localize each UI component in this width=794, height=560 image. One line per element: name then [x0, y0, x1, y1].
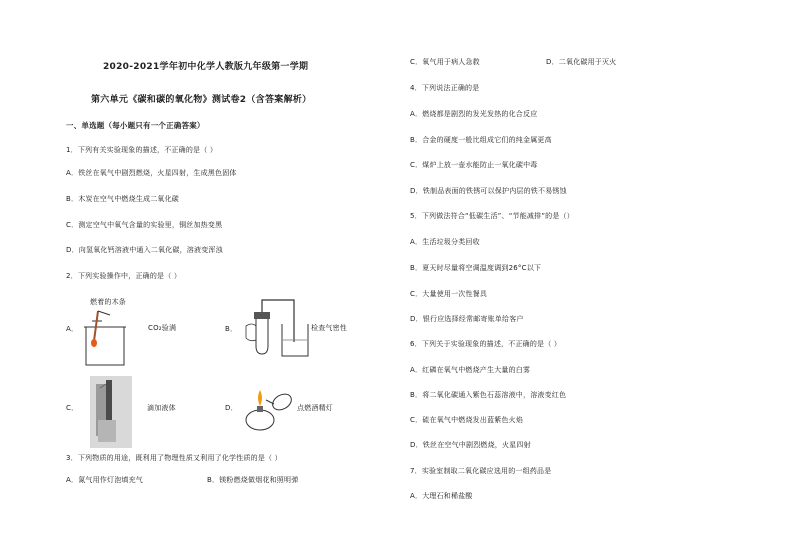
q6-option-c: C．硫在氧气中燃烧发出蓝紫色火焰 — [410, 416, 524, 424]
section-heading: 一、单选题（每小题只有一个正确答案） — [66, 121, 205, 130]
q3-option-c: C．氧气用于病人急救 — [410, 58, 480, 66]
q4-option-c: C．煤炉上放一壶水能防止一氧化碳中毒 — [410, 161, 538, 169]
dropper-photo-icon — [90, 376, 132, 448]
q2-fig-d-letter: D． — [225, 404, 238, 412]
q4-option-a: A．燃烧都是剧烈的发光发热的化合反应 — [410, 110, 538, 118]
q4-option-d: D．铁制品表面的铁锈可以保护内层的铁不易锈蚀 — [410, 187, 567, 195]
q2-stem: 2．下列实验操作中，正确的是（ ） — [66, 272, 182, 280]
alcohol-lamp-icon — [240, 376, 296, 432]
q2-fig-a-caption: 燃着的木条 — [90, 298, 126, 306]
q5-option-a: A．生活垃圾分类回收 — [410, 238, 480, 246]
q6-option-a: A．红磷在氧气中燃烧产生大量的白雾 — [410, 366, 531, 374]
q2-fig-a-label: CO₂验满 — [148, 324, 177, 332]
q6-option-d: D．铁丝在空气中剧烈燃烧，火星四射 — [410, 441, 531, 449]
q4-option-b: B．合金的硬度一般比组成它们的纯金属更高 — [410, 136, 552, 144]
q2-fig-b-letter: B． — [225, 325, 238, 333]
q4-stem: 4．下列说法正确的是 — [410, 84, 480, 92]
q3-stem: 3．下列物质的用途，既利用了物理性质又利用了化学性质的是（ ） — [66, 454, 282, 462]
q7-option-a: A．大理石和稀盐酸 — [410, 492, 473, 500]
q3-option-b: B．镁粉燃烧做烟花和照明弹 — [207, 476, 299, 484]
q5-option-c: C．大量使用一次性餐具 — [410, 290, 488, 298]
q5-option-b: B．夏天时尽量将空调温度调到26°C以下 — [410, 264, 542, 272]
q1-option-c: C．测定空气中氧气含量的实验里，铜丝加热变黑 — [66, 221, 223, 229]
title-line-2: 第六单元《碳和碳的氧化物》测试卷2（含答案解析） — [91, 95, 312, 105]
q1-stem: 1．下列有关实验现象的描述，不正确的是（ ） — [66, 146, 218, 154]
q7-stem: 7．实验室制取二氧化碳应选用的一组药品是 — [410, 467, 552, 475]
co2-check-apparatus-icon — [82, 309, 130, 367]
q5-option-d: D．银行应选择经常邮寄账单给客户 — [410, 315, 524, 323]
q1-option-a: A．铁丝在氧气中剧烈燃烧，火星四射，生成黑色固体 — [66, 169, 237, 177]
q6-option-b: B．将二氧化碳通入紫色石蕊溶液中，溶液变红色 — [410, 391, 567, 399]
q2-fig-c-label: 滴加液体 — [147, 404, 176, 412]
q6-stem: 6．下列关于实验现象的描述，不正确的是（ ） — [410, 340, 562, 348]
q2-fig-c-letter: C． — [66, 404, 79, 412]
airtightness-apparatus-icon — [242, 296, 312, 358]
q3-option-d: D．二氧化碳用于灭火 — [546, 58, 617, 66]
q2-fig-d-label: 点燃酒精灯 — [297, 404, 333, 412]
q3-option-a: A．氮气用作灯泡填充气 — [66, 476, 143, 484]
q2-fig-b-label: 检查气密性 — [311, 324, 347, 332]
q1-option-d: D．向氢氧化钙溶液中通入二氧化碳，溶液变浑浊 — [66, 246, 223, 254]
q5-stem: 5．下列做法符合“低碳生活”、“节能减排”的是（） — [410, 212, 574, 220]
q2-fig-a-letter: A． — [66, 325, 79, 333]
q1-option-b: B．木炭在空气中燃烧生成二氧化碳 — [66, 195, 180, 203]
title-line-1: 2020-2021学年初中化学人教版九年级第一学期 — [103, 62, 309, 72]
